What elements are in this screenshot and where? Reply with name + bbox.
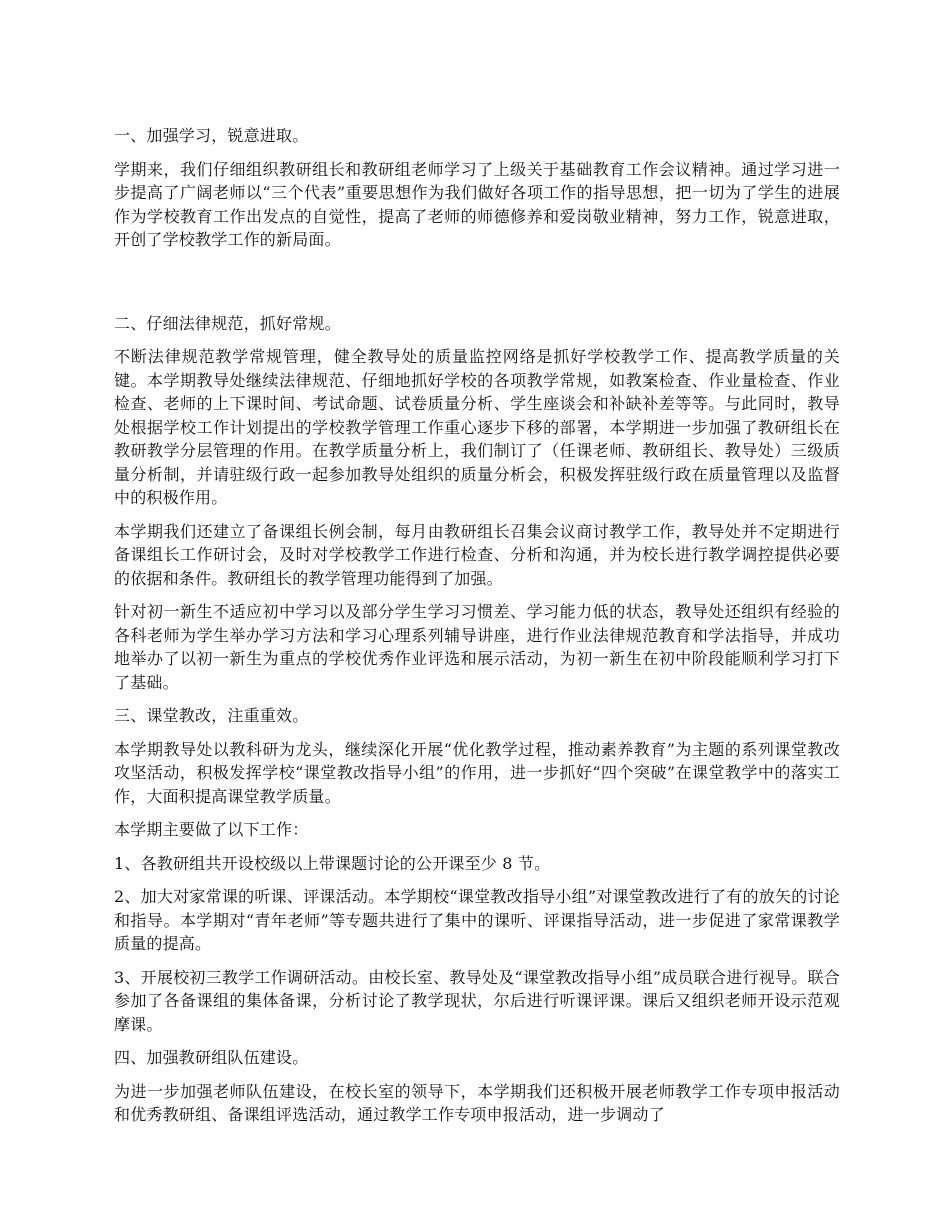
section-heading-3: 三、课堂教改，注重重效。 [114,706,309,725]
paragraph: 针对初一新生不适应初中学习以及部分学生学习习惯差、学习能力低的状态，教导处还组织有经验的各科老师为学生举办学习方法和学习心理系列辅导讲座，进行作业法律规范教育和学法指导，并成功地举办了以初一新生为重点的学校优秀作业评选和展示活动，为初一新生在初中阶段能顺利学习打下了基础。 [114,602,840,692]
paragraph: 本学期主要做了以下工作： [114,820,309,839]
section-heading-1: 一、加强学习，锐意进取。 [114,126,309,145]
paragraph: 本学期我们还建立了备课组长例会制，每月由教研组长召集会议商讨教学工作，教导处并不定期进行备课组长工作研讨会，及时对学校教学工作进行检查、分析和沟通，并为校长进行教学调控提供必要的依据和条件。教研组长的教学管理功能得到了加强。 [114,521,840,588]
section-heading-4: 四、加强教研组队伍建设。 [114,1048,309,1067]
document-page [114,124,840,1137]
paragraph: 学期来，我们仔细组织教研组长和教研组老师学习了上级关于基础教育工作会议精神。通过学习进一步提高了广阔老师以“三个代表”重要思想作为我们做好各项工作的指导思想，把一切为了学生的进展作为学校教育工作出发点的自觉性，提高了老师的师德修养和爱岗敬业精神，努力工作，锐意进取，开创了学校教学工作的新局面。 [114,159,840,249]
list-item: 1、各教研组共开设校级以上带课题讨论的公开课至少 8 节。 [114,853,551,873]
paragraph: 为进一步加强老师队伍建设，在校长室的领导下，本学期我们还积极开展老师教学工作专项申报活动和优秀教研组、备课组评选活动，通过教学工作专项申报活动，进一步调动了 [114,1081,840,1124]
section-gap [114,262,840,312]
section-heading-2: 二、仔细法律规范，抓好常规。 [114,313,341,333]
list-item: 3、开展校初三教学工作调研活动。由校长室、教导处及“课堂教改指导小组”成员联合进行视导。联合参加了各备课组的集体备课，分析讨论了教学现状，尔后进行听课评课。课后又组织老师开设示范观摩课。 [114,967,840,1034]
paragraph: 本学期教导处以教科研为龙头，继续深化开展“优化教学过程，推动素养教育”为主题的系列课堂教改攻坚活动，积极发挥学校“课堂教改指导小组”的作用，进一步抓好“四个突破”在课堂教学中的落实工作，大面积提高课堂教学质量。 [114,739,840,806]
paragraph: 不断法律规范教学常规管理，健全教导处的质量监控网络是抓好学校教学工作、提高教学质量的关键。本学期教导处继续法律规范、仔细地抓好学校的各项教学常规，如教案检查、作业量检查、作业检查、老师的上下课时间、考试命题、试卷质量分析、学生座谈会和补缺补差等等。与此同时，教导处根据学校工作计划提出的学校教学管理工作重心逐步下移的部署，本学期进一步加强了教研组长在教研教学分层管理的作用。在教学质量分析上，我们制订了（任课老师、教研组长、教导处）三级质量分析制，并请驻级行政一起参加教导处组织的质量分析会，积极发挥驻级行政在质量管理以及监督中的积极作用。 [114,347,840,507]
list-item: 2、加大对家常课的听课、评课活动。本学期校“课堂教改指导小组”对课堂教改进行了有的放矢的讨论和指导。本学期对“青年老师”等专题共进行了集中的课听、评课指导活动，进一步促进了家常课教学质量的提高。 [114,887,840,953]
